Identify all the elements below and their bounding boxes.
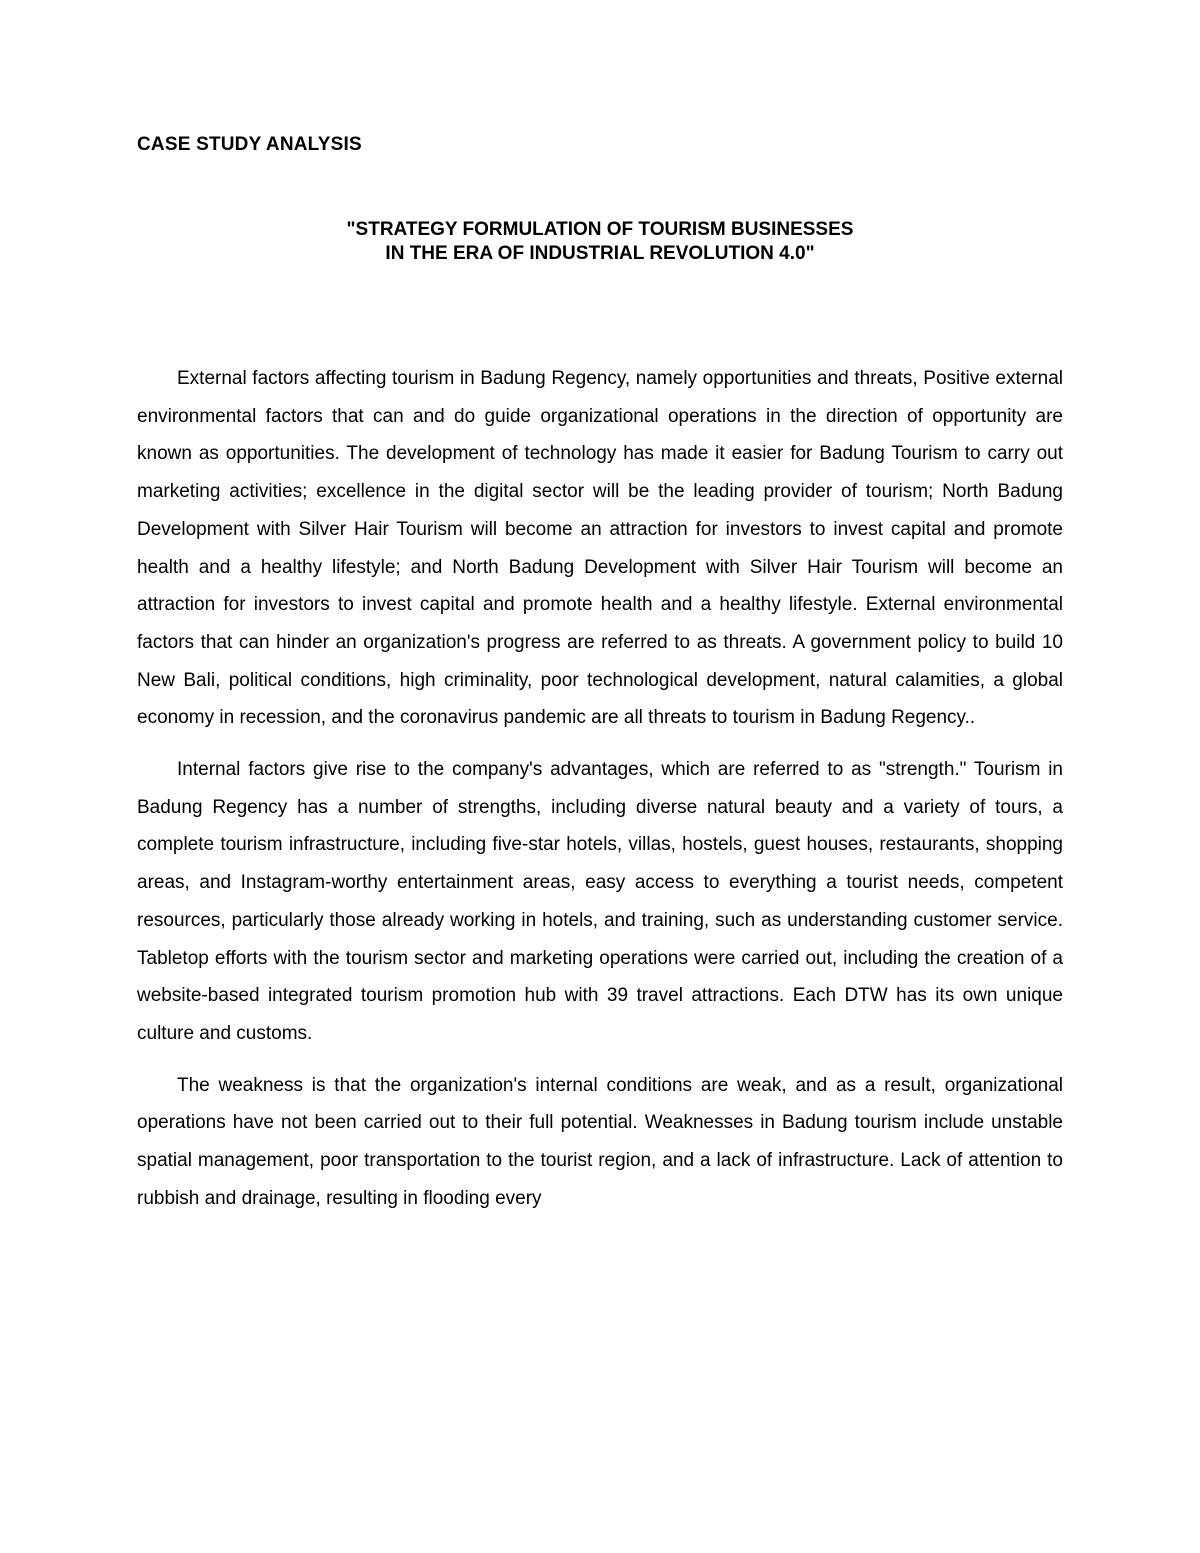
paragraph-external-factors: External factors affecting tourism in Badung Regency, namely opportunities and threats, Positive external environmental factors that can and do guide organizational operations in the direction of opportunity are known as opportunities. The development of technology has made it easier for Badung Tourism to carry out marketing activities; excellence in the digital sector will be the leading provider of tourism; North Badung Development with Silver Hair Tourism will become an attraction for investors to invest capital and promote health and a healthy lifestyle; and North Badung Development with Silver Hair Tourism will become an attraction for investors to invest capital and promote health and a healthy lifestyle. External environmental factors that can hinder an organization's progress are referred to as threats. A government policy to build 10 New Bali, political conditions, high criminality, poor technological development, natural calamities, a global economy in recession, and the coronavirus pandemic are all threats to tourism in Badung Regency..: [137, 368, 1063, 729]
paragraph-internal-factors: Internal factors give rise to the company's advantages, which are referred to as "strength." Tourism in Badung Regency has a number of strengths, including diverse natural beauty and a variety of tours, a complete tourism infrastructure, including five-star hotels, villas, hostels, guest houses, restaurants, shopping areas, and Instagram-worthy entertainment areas, easy access to everything a tourist needs, competent resources, particularly those already working in hotels, and training, such as understanding customer service. Tabletop efforts with the tourism sector and marketing operations were carried out, including the creation of a website-based integrated tourism promotion hub with 39 travel attractions. Each DTW has its own unique culture and customs.: [137, 759, 1063, 1044]
document-title: [137, 218, 1063, 266]
document-body: [137, 360, 1063, 1231]
case-study-label: CASE STUDY ANALYSIS: [137, 134, 362, 155]
title-line-2: IN THE ERA OF INDUSTRIAL REVOLUTION 4.0": [385, 243, 815, 264]
title-line-1: "STRATEGY FORMULATION OF TOURISM BUSINESSES: [346, 219, 854, 240]
paragraph-weakness: The weakness is that the organization's internal conditions are weak, and as a result, organizational operations have not been carried out to their full potential. Weaknesses in Badung tourism include unstable spatial management, poor transportation to the tourist region, and a lack of infrastructure. Lack of attention to rubbish and drainage, resulting in flooding every: [137, 1074, 1063, 1209]
